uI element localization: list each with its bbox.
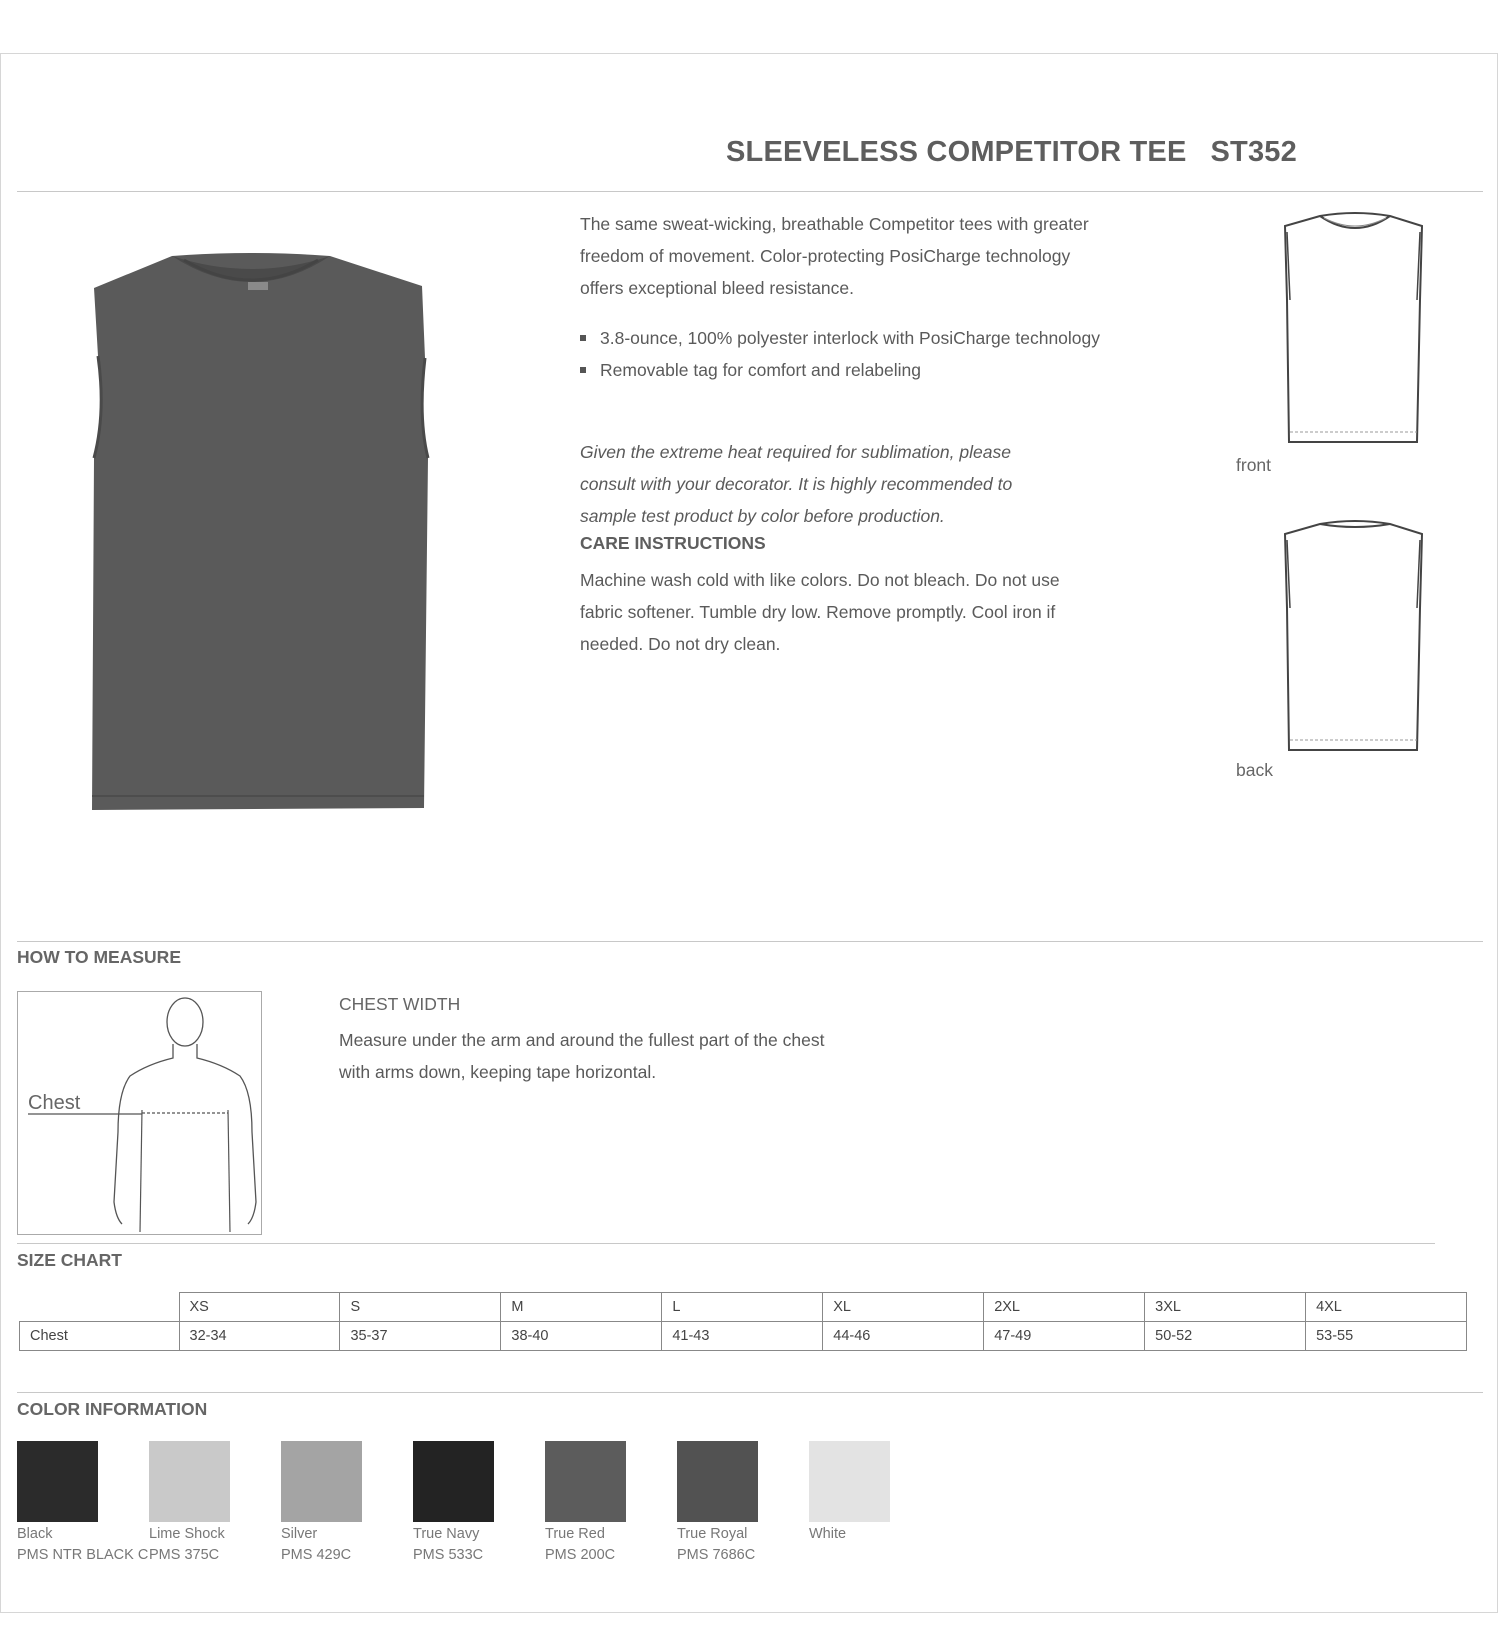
size-header-cell: XL bbox=[823, 1293, 984, 1322]
measure-divider bbox=[17, 941, 1483, 942]
size-chart-table bbox=[19, 1292, 1467, 1351]
color-pms: PMS 200C bbox=[545, 1547, 616, 1563]
size-header-cell: XS bbox=[179, 1293, 340, 1322]
care-text: Machine wash cold with like colors. Do not bleach. Do not use fabric softener. Tumble dry low. Remove promptly. Cool iron if needed. Do not dry clean. bbox=[580, 570, 1060, 654]
color-label bbox=[809, 1524, 941, 1545]
feature-item: Removable tag for comfort and relabeling bbox=[580, 354, 1100, 386]
color-swatch bbox=[809, 1441, 890, 1522]
color-info-heading: COLOR INFORMATION bbox=[17, 1399, 208, 1419]
product-name: SLEEVELESS COMPETITOR TEE bbox=[726, 136, 1187, 168]
size-header-row bbox=[20, 1293, 1467, 1322]
color-swatch bbox=[677, 1441, 758, 1522]
color-pms: PMS 429C bbox=[281, 1547, 352, 1563]
color-swatch bbox=[413, 1441, 494, 1522]
chest-value-cell: 38-40 bbox=[501, 1322, 662, 1351]
color-label bbox=[677, 1524, 809, 1566]
chest-width-heading: CHEST WIDTH bbox=[339, 994, 461, 1014]
color-name: Black bbox=[17, 1526, 53, 1542]
color-label bbox=[545, 1524, 677, 1566]
color-label bbox=[149, 1524, 281, 1566]
chest-row bbox=[20, 1322, 1467, 1351]
chest-width-text: Measure under the arm and around the fullest part of the chest with arms down, keeping tape horizontal. bbox=[339, 1030, 825, 1082]
color-label bbox=[413, 1524, 545, 1566]
chest-value-cell: 47-49 bbox=[984, 1322, 1145, 1351]
color-swatch bbox=[17, 1441, 98, 1522]
color-name: True Navy bbox=[413, 1526, 480, 1542]
color-divider bbox=[17, 1392, 1483, 1393]
measure-figure bbox=[17, 991, 262, 1235]
size-header-cell: L bbox=[662, 1293, 823, 1322]
color-pms: PMS 7686C bbox=[677, 1547, 756, 1563]
front-sketch bbox=[1280, 210, 1430, 450]
how-to-measure-heading: HOW TO MEASURE bbox=[17, 947, 181, 967]
chest-figure-label: Chest bbox=[28, 1092, 81, 1114]
front-label: front bbox=[1236, 455, 1272, 475]
row-label-cell: Chest bbox=[20, 1322, 180, 1351]
chest-value-cell: 41-43 bbox=[662, 1322, 823, 1351]
feature-item: 3.8-ounce, 100% polyester interlock with PosiCharge technology bbox=[580, 322, 1100, 354]
color-name: True Royal bbox=[677, 1526, 748, 1542]
product-title bbox=[726, 136, 1297, 169]
title-divider bbox=[17, 191, 1483, 192]
chest-value-cell: 50-52 bbox=[1145, 1322, 1306, 1351]
back-label: back bbox=[1236, 760, 1273, 780]
back-sketch bbox=[1280, 518, 1430, 758]
size-header-cell: 4XL bbox=[1306, 1293, 1467, 1322]
color-swatch bbox=[281, 1441, 362, 1522]
size-header-cell: S bbox=[340, 1293, 501, 1322]
product-code: ST352 bbox=[1210, 136, 1297, 168]
color-pms: PMS 375C bbox=[149, 1547, 220, 1563]
chest-value-cell: 32-34 bbox=[179, 1322, 340, 1351]
size-header-cell: M bbox=[501, 1293, 662, 1322]
garment-photo bbox=[80, 248, 440, 818]
chest-value-cell: 53-55 bbox=[1306, 1322, 1467, 1351]
corner-cell bbox=[20, 1293, 180, 1322]
color-pms: PMS 533C bbox=[413, 1547, 484, 1563]
color-name: Silver bbox=[281, 1526, 318, 1542]
color-name: True Red bbox=[545, 1526, 605, 1542]
color-label bbox=[281, 1524, 413, 1566]
color-label bbox=[17, 1524, 149, 1566]
size-header-cell: 3XL bbox=[1145, 1293, 1306, 1322]
product-description: The same sweat-wicking, breathable Competitor tees with greater freedom of movement. Color-protecting PosiCharge technology offers exceptional bleed resistance. bbox=[580, 214, 1089, 298]
size-divider bbox=[17, 1243, 1435, 1244]
size-header-cell: 2XL bbox=[984, 1293, 1145, 1322]
color-name: White bbox=[809, 1526, 847, 1542]
sublimation-note: Given the extreme heat required for sublimation, please consult with your decorator. It is highly recommended to sample test product by color before production. bbox=[580, 442, 1013, 526]
color-swatch bbox=[149, 1441, 230, 1522]
color-pms: PMS NTR BLACK C bbox=[17, 1547, 149, 1563]
color-name: Lime Shock bbox=[149, 1526, 225, 1542]
care-heading: CARE INSTRUCTIONS bbox=[580, 533, 766, 553]
color-swatch bbox=[545, 1441, 626, 1522]
size-chart-heading: SIZE CHART bbox=[17, 1250, 122, 1270]
feature-list bbox=[580, 322, 1100, 386]
chest-value-cell: 44-46 bbox=[823, 1322, 984, 1351]
chest-value-cell: 35-37 bbox=[340, 1322, 501, 1351]
